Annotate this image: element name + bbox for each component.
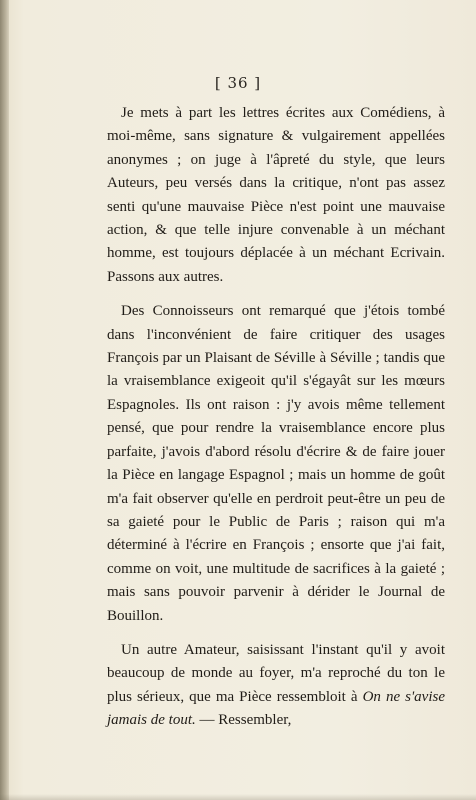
paragraph-3 [107,639,445,733]
paragraph-2: Des Connoisseurs ont remarqué que j'étois tombé dans l'inconvénient de faire critiquer des usages François par un Plaisant de Séville à Séville ; tandis que la vraisemblance exigeoit qu'il s'égayât sur les mœurs Espagnoles. Ils ont raison : j'y avois même tellement pensé, que pour rendre la vraisemblance encore plus parfaite, j'avois d'abord résolu d'écrire & de faire jouer la Pièce en langage Espagnol ; mais un homme de goût m'a fait observer qu'elle en perdroit peut-être un peu de sa gaieté pour le Public de Paris ; raison qui m'a déterminé à l'écrire en François ; ensorte que j'ai fait, comme on voit, une multitude de sacrifices à la gaieté ; mais sans pouvoir parvenir à dérider le Journal de Bouillon. [107,303,445,624]
play-title-italic: On ne s'avise jamais de tout. [107,688,445,729]
page-bottom-edge [0,794,476,800]
body-text [107,102,445,733]
paragraph-1: Je mets à part les lettres écrites aux Comédiens, à moi-même, sans signature & vulgairement appellées anonymes ; on juge à l'âpreté du style, que leurs Auteurs, peu versés dans la critique, n'ont pas assez senti qu'une mauvaise Pièce n'est point une mauvaise action, & que telle injure convenable à un méchant homme, est toujours déplacée à un méchant Ecrivain. Passons aux autres. [107,105,445,285]
book-spine-shadow [0,0,9,800]
paragraph-3-text: Un autre Amateur, saisissant l'instant qu'il y avoit beaucoup de monde au foyer, m'a reproché du ton le plus sérieux, que ma Pièce ressembloit à [107,641,445,705]
page-number: [ 36 ] [214,74,262,92]
paragraph-3-trailing: — Ressembler, [195,712,292,729]
